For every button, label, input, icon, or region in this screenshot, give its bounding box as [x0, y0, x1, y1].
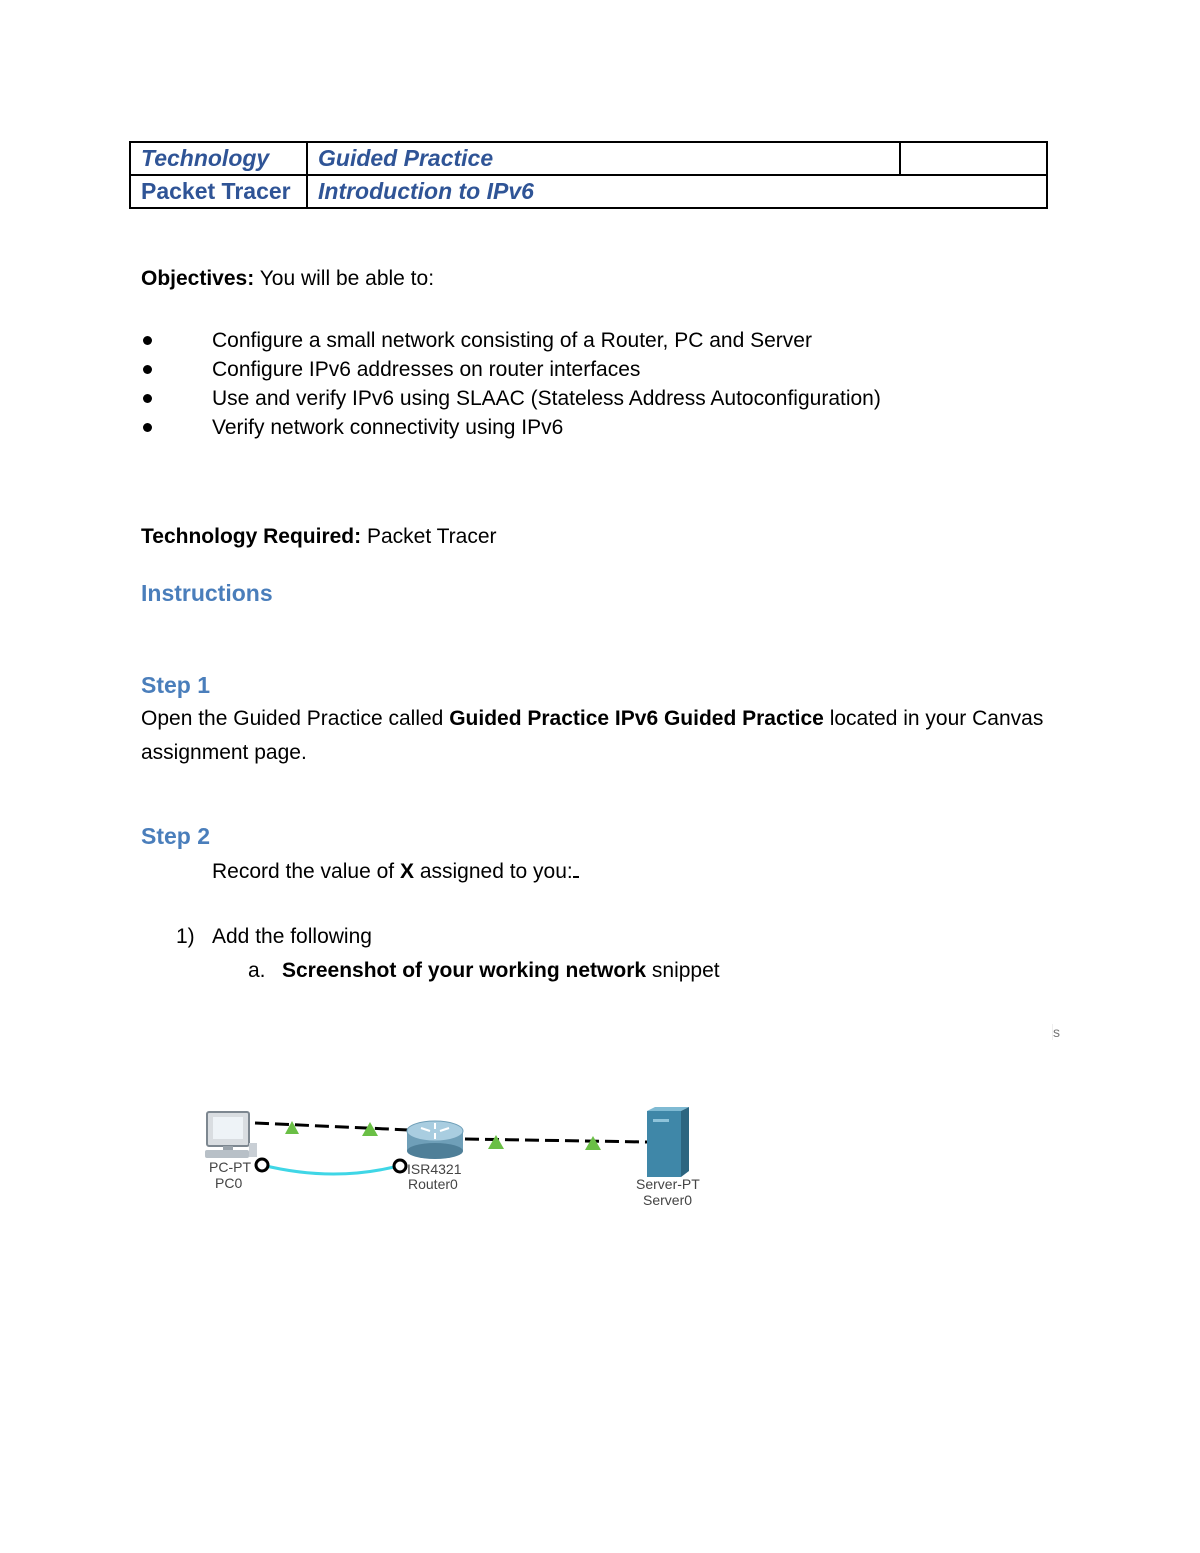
list-item	[141, 413, 881, 442]
step1-bold-text: Guided Practice IPv6 Guided Practice	[449, 707, 824, 730]
link-up-icon	[488, 1135, 504, 1149]
list-item-text: Configure IPv6 addresses on router interfaces	[212, 358, 641, 381]
pc-type-label: PC-PT	[209, 1159, 251, 1175]
record-text-before: Record the value of	[212, 860, 395, 883]
sub-marker: a.	[248, 959, 266, 982]
list-item-text: Verify network connectivity using IPv6	[212, 416, 564, 439]
technology-required-value: Packet Tracer	[366, 525, 497, 548]
clipped-glyph: s	[1053, 1024, 1060, 1040]
link-pc-router	[255, 1123, 410, 1130]
header-table	[129, 141, 1048, 209]
step1-text-before: Open the Guided Practice called	[141, 707, 444, 730]
objectives-line	[141, 265, 434, 293]
console-port-icon	[394, 1160, 406, 1172]
objectives-list	[141, 326, 881, 442]
server-icon	[647, 1107, 689, 1177]
technology-required-label: Technology Required:	[141, 525, 362, 548]
router-name-label: Router0	[408, 1176, 458, 1192]
record-x: X	[399, 860, 414, 883]
record-text-after: assigned to you:	[419, 860, 573, 883]
bullet-icon	[143, 336, 152, 345]
list-item-text: Configure a small network consisting of a Router, PC and Server	[212, 329, 812, 352]
answer-blank	[573, 858, 579, 878]
router-icon	[407, 1121, 463, 1159]
link-up-icon	[585, 1136, 601, 1150]
step1-paragraph-line1	[141, 705, 1043, 733]
bullet-icon	[143, 365, 152, 374]
instructions-heading: Instructions	[141, 580, 273, 606]
list-item	[141, 326, 881, 355]
sub-item-after: snippet	[651, 959, 720, 982]
step1-paragraph-line2: assignment page.	[141, 741, 307, 764]
step1-heading: Step 1	[141, 672, 211, 698]
header-cell-guided-practice: Guided Practice	[307, 142, 900, 175]
technology-required-line	[141, 523, 497, 551]
pc-name-label: PC0	[215, 1175, 243, 1191]
step1-text-after: located in your Canvas	[829, 707, 1044, 730]
objectives-intro: You will be able to:	[259, 267, 435, 290]
list-item-text: Use and verify IPv6 using SLAAC (Stateless Address Autoconfiguration)	[212, 387, 881, 410]
network-diagram	[195, 1095, 755, 1225]
step2-heading: Step 2	[141, 823, 211, 849]
header-row-2	[130, 175, 1047, 208]
server-type-label: Server-PT	[636, 1176, 700, 1192]
bullet-icon	[143, 423, 152, 432]
header-cell-technology: Technology	[130, 142, 307, 175]
numbered-text: Add the following	[212, 925, 372, 948]
router-type-label: ISR4321	[407, 1161, 462, 1177]
step2-record-line	[212, 858, 579, 886]
header-row-1	[130, 142, 1047, 175]
bullet-icon	[143, 394, 152, 403]
console-cable	[262, 1165, 402, 1174]
header-cell-title: Introduction to IPv6	[307, 175, 1047, 208]
list-item	[141, 384, 881, 413]
sub-item-line	[282, 957, 720, 985]
pc-icon	[205, 1112, 257, 1158]
objectives-label: Objectives:	[141, 267, 255, 290]
list-item	[141, 355, 881, 384]
sub-item-bold: Screenshot of your working network	[282, 959, 647, 982]
numbered-marker: 1)	[176, 925, 195, 948]
server-name-label: Server0	[643, 1192, 693, 1208]
header-cell-packet-tracer: Packet Tracer	[130, 175, 307, 208]
console-port-icon	[256, 1159, 268, 1171]
header-cell-empty	[900, 142, 1047, 175]
